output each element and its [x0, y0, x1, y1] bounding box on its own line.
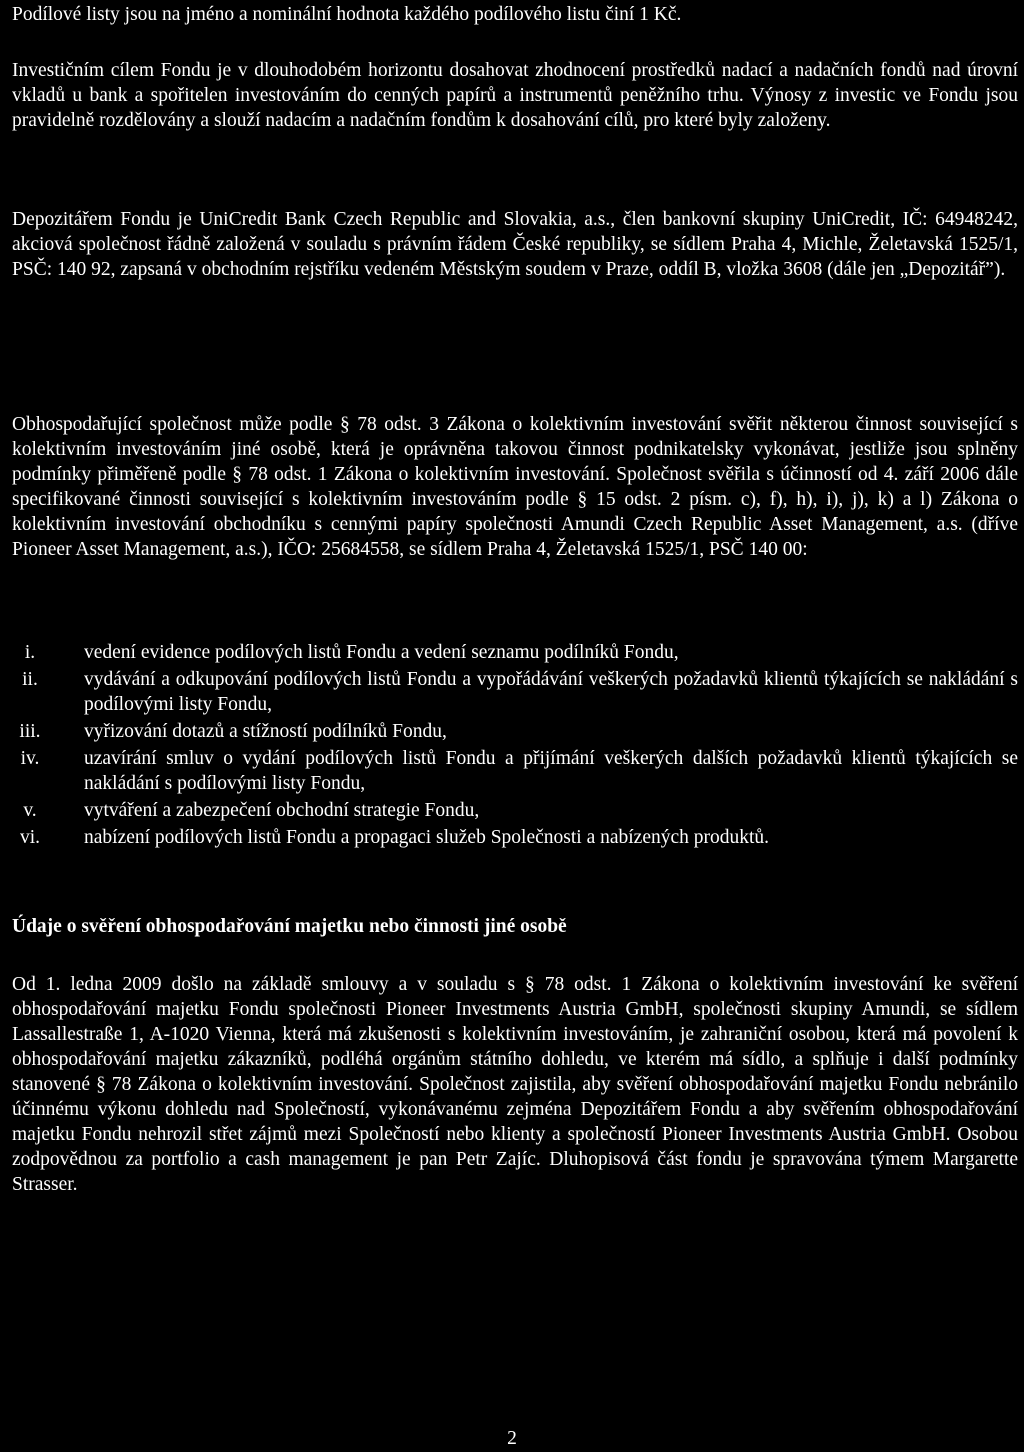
- section-heading: Údaje o svěření obhospodařování majetku nebo činnosti jiné osobě: [12, 916, 567, 937]
- delegated-activities-list: [12, 640, 1018, 852]
- list-item: [12, 640, 1018, 665]
- list-item-text: nabízení podílových listů Fondu a propagaci služeb Společnosti a nabízených produktů.: [84, 827, 770, 848]
- list-item-text: vedení evidence podílových listů Fondu a vedení seznamu podílníků Fondu,: [84, 642, 679, 663]
- list-item: [12, 719, 1018, 744]
- list-item-number: iii.: [19, 721, 41, 742]
- list-item-text: vytváření a zabezpečení obchodní strategie Fondu,: [84, 800, 480, 821]
- list-item: [12, 825, 1018, 850]
- list-item-number: iv.: [20, 748, 40, 769]
- list-item-number: i.: [24, 642, 36, 663]
- list-item: [12, 798, 1018, 823]
- list-item: [12, 667, 1018, 717]
- list-item-number: vi.: [19, 827, 41, 848]
- list-item-text: vyřizování dotazů a stížností podílníků Fondu,: [84, 721, 447, 742]
- list-item-text: vydávání a odkupování podílových listů Fondu a vypořádávání veškerých požadavků klientů týkajících se nakládání s podílovými listy Fondu,: [84, 669, 1018, 715]
- list-item-text: uzavírání smluv o vydání podílových listů Fondu a přijímání veškerých dalších požadavků klientů týkajících se nakládání s podílovými listy Fondu,: [84, 748, 1018, 794]
- outsourcing-paragraph: Od 1. ledna 2009 došlo na základě smlouvy a v souladu s § 78 odst. 1 Zákona o kolektivním investování ke svěření obhospodařování majetku Fondu společnosti Pioneer Investments Austria GmbH, společnosti skupiny Amundi, se sídlem Lassallestraße 1, A-1020 Vienna, která má zkušenosti s kolektivním investováním, je zahraniční osobou, která má povolení k obhospodařování majetku zákazníků, podléhá orgánům státního dohledu, ve kterém má sídlo, a splňuje i další podmínky stanovené § 78 Zákona o kolektivním investování. Společnost zajistila, aby svěření obhospodařování majetku Fondu nebránilo účinnému výkonu dohledu nad Společností, vykonávanému zejména Depozitářem Fondu a aby svěřením obhospodařování majetku Fondu nehrozil střet zájmů mezi Společností nebo klienty a společností Pioneer Investments Austria GmbH. Osobou zodpovědnou za portfolio a cash management je pan Petr Zajíc. Dluhopisová část fondu je spravována týmem Margarette Strasser.: [12, 974, 1018, 1195]
- page-number: 2: [507, 1428, 517, 1449]
- delegation-paragraph: Obhospodařující společnost může podle § 78 odst. 3 Zákona o kolektivním investování svěřit některou činnost související s kolektivním investováním jiné osobě, která je oprávněna takovou činnost podnikatelsky vykonávat, jestliže jsou splněny podmínky přiměřeně podle § 78 odst. 1 Zákona o kolektivním investování. Společnost svěřila s účinností od 4. září 2006 dále specifikované činnosti související s kolektivním investováním podle § 15 odst. 2 písm. c), f), h), i), j), k) a l) Zákona o kolektivním investování obchodníku s cennými papíry společnosti Amundi Czech Republic Asset Management, a.s. (dříve Pioneer Asset Management, a.s.), IČO: 25684558, se sídlem Praha 4, Želetavská 1525/1, PSČ 140 00:: [12, 414, 1018, 560]
- list-item: [12, 746, 1018, 796]
- list-item-number: v.: [23, 800, 37, 821]
- depositary-paragraph: Depozitářem Fondu je UniCredit Bank Czech Republic and Slovakia, a.s., člen bankovní skupiny UniCredit, IČ: 64948242, akciová společnost řádně založená v souladu s právním řádem České republiky, se sídlem Praha 4, Michle, Želetavská 1525/1, PSČ: 140 92, zapsaná v obchodním rejstříku vedeném Městským soudem v Praze, oddíl B, vložka 3608 (dále jen „Depozitář”).: [12, 209, 1018, 280]
- intro-paragraph: Podílové listy jsou na jméno a nominální hodnota každého podílového listu činí 1 Kč.: [12, 4, 682, 25]
- list-item-number: ii.: [22, 669, 38, 690]
- investment-goal-paragraph: Investičním cílem Fondu je v dlouhodobém horizontu dosahovat zhodnocení prostředků nadací a nadačních fondů nad úrovní vkladů u bank a spořitelen investováním do cenných papírů a instrumentů peněžního trhu. Výnosy z investic ve Fondu jsou pravidelně rozdělovány a slouží nadacím a nadačním fondům k dosahování cílů, pro které byly založeny.: [12, 60, 1018, 131]
